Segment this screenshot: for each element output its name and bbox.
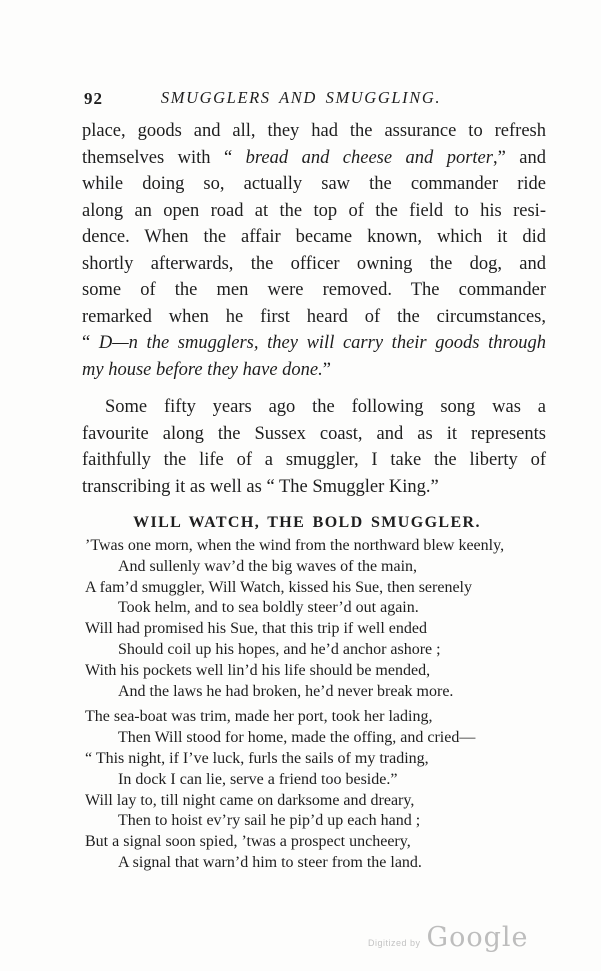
paragraph [82, 118, 546, 383]
text: remarked when he first heard of the circumstances, [82, 306, 546, 327]
text: ,” and [492, 147, 546, 168]
paragraphs [82, 118, 546, 500]
text: some of the men were removed. The commander [82, 280, 546, 300]
paragraph-line [82, 447, 546, 474]
verse-line: Will had promised his Sue, that this trip if well ended [85, 620, 427, 638]
verse-line: Should coil up his hopes, and he’d anchor ashore ; [118, 640, 441, 658]
text: along an open road at the top of the field to his resi- [82, 200, 546, 221]
paragraph-line [82, 198, 546, 225]
text: transcribing it as well as “ The Smuggler King.” [82, 476, 439, 497]
italic-text: my house before they have done. [82, 359, 323, 380]
stanza [85, 536, 546, 702]
verse-line: ’Twas one morn, when the wind from the northward blew keenly, [85, 537, 505, 554]
stanza [85, 707, 546, 873]
page-number: 92 [84, 89, 103, 108]
italic-text: bread and cheese and porter [245, 147, 493, 168]
text: Some fifty years ago the following song was a [105, 397, 546, 417]
running-title: SMUGGLERS AND SMUGGLING. [160, 88, 442, 107]
song-title: WILL WATCH, THE BOLD SMUGGLER. [133, 514, 481, 531]
paragraph-line [82, 277, 546, 304]
text: while doing so, actually saw the commander ride [82, 174, 546, 194]
song-stanzas [82, 536, 546, 874]
paragraph-line [82, 145, 546, 172]
paragraph-line [82, 357, 546, 384]
verse-line: In dock I can lie, serve a friend too beside.” [118, 770, 398, 788]
paragraph-line [82, 474, 546, 501]
paragraph-line [82, 118, 546, 145]
verse-line: “ This night, if I’ve luck, furls the sails of my trading, [85, 749, 429, 767]
verse-line: Will lay to, till night came on darksome and dreary, [85, 791, 415, 809]
paragraph-line [82, 304, 546, 331]
text: favourite along the Sussex coast, and as it represents [82, 423, 546, 444]
paragraph-line [82, 224, 546, 251]
song-section [82, 513, 546, 874]
text: faithfully the life of a smuggler, I take the liberty of [82, 450, 546, 470]
paragraph-line [82, 421, 546, 448]
verse-line: Then Will stood for home, made the offing, and cried— [118, 729, 476, 747]
text: “ [82, 333, 99, 353]
verse-line: A fam’d smuggler, Will Watch, kissed his Sue, then serenely [85, 578, 472, 596]
body-text [82, 118, 546, 874]
text: dence. When the affair became known, which it did [82, 227, 546, 247]
running-head [70, 88, 532, 110]
verse-line: But a signal soon spied, ’twas a prospect uncheery, [85, 833, 411, 851]
verse-line: And the laws he had broken, he’d never break more. [118, 682, 454, 700]
paragraph-line [82, 330, 546, 357]
verse-line: The sea-boat was trim, made her port, took her lading, [85, 708, 433, 726]
paragraph-line [82, 394, 546, 421]
paragraph-line [82, 171, 546, 198]
italic-text: D—n the smugglers, they will carry their goods through [98, 333, 547, 353]
paragraph-line [82, 251, 546, 278]
text: themselves with “ [82, 147, 246, 168]
verse-line: Then to hoist ev’ry sail he pip’d up each hand ; [118, 812, 421, 830]
text: place, goods and all, they had the assurance to refresh [82, 121, 546, 141]
verse-line: With his pockets well lin’d his life should be mended, [85, 661, 431, 679]
text: shortly afterwards, the officer owning the dog, and [82, 253, 546, 274]
watermark-brand: Google [426, 922, 529, 953]
paragraph [82, 394, 546, 500]
verse-line: And sullenly wav’d the big waves of the main, [118, 557, 418, 575]
text: ” [322, 359, 331, 380]
verse-line: Took helm, and to sea boldly steer’d out again. [118, 599, 419, 617]
verse-line: A signal that warn’d him to steer from the land. [118, 853, 422, 871]
watermark-prefix: Digitized by [368, 938, 421, 948]
google-watermark [368, 922, 529, 953]
